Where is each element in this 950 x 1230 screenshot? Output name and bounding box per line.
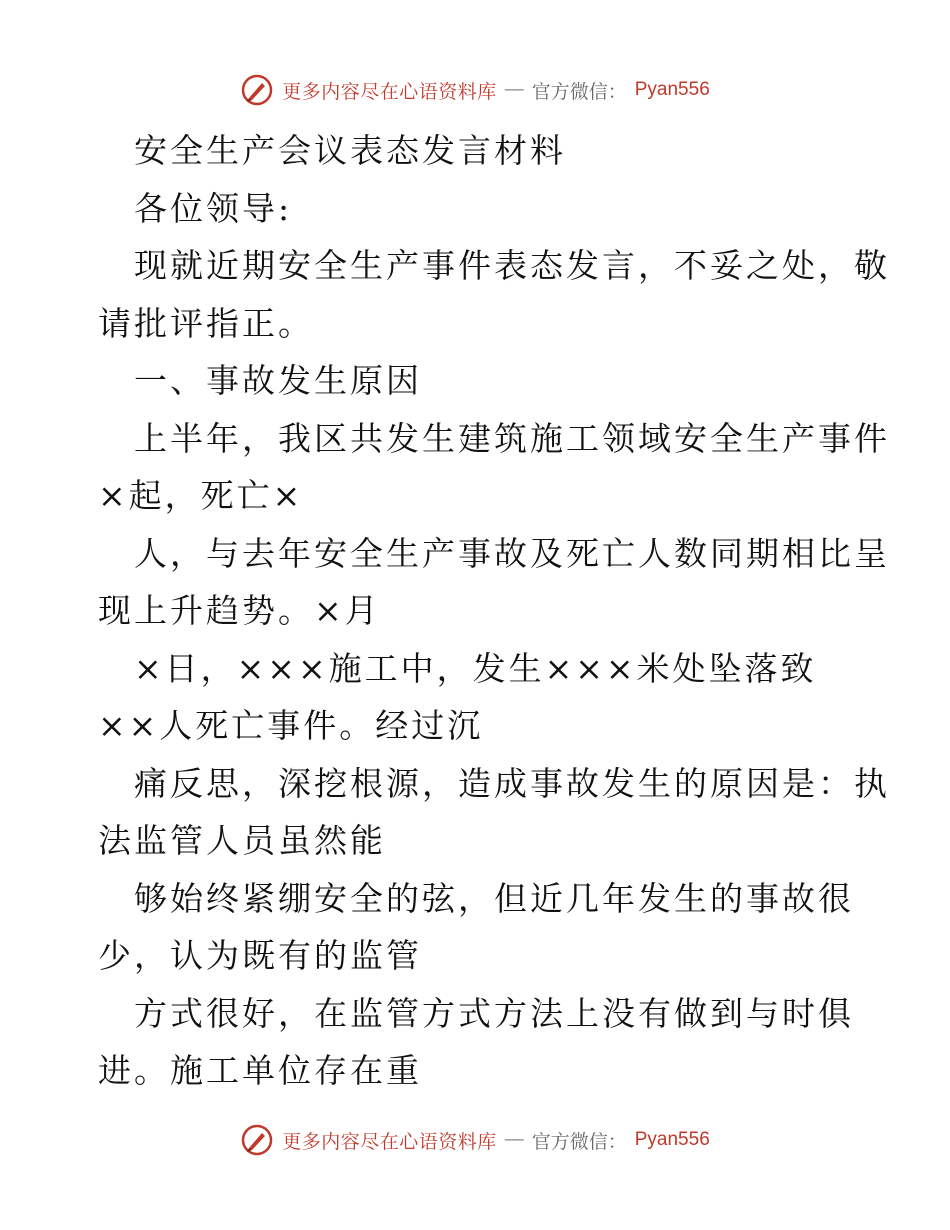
watermark-site-text: 更多内容尽在心语资料库 bbox=[282, 80, 497, 103]
watermark-dash: — bbox=[504, 79, 524, 100]
document-title: 安全生产会议表态发言材料 bbox=[134, 131, 566, 170]
watermark-official-label: 官方微信： bbox=[531, 80, 627, 103]
text-line: ××人死亡事件。经过沉 bbox=[98, 706, 484, 745]
text-line: 请批评指正。 bbox=[98, 303, 314, 343]
watermark-wechat-id: Pyan556 bbox=[634, 79, 710, 100]
document-body bbox=[98, 122, 890, 1100]
watermark-site-text: 更多内容尽在心语资料库 bbox=[282, 1130, 497, 1153]
salutation: 各位领导: bbox=[134, 188, 293, 228]
pen-logo-icon bbox=[240, 1123, 274, 1157]
text-line: 痛反思，深挖根源，造成事故发生的原因是：执 bbox=[134, 763, 890, 803]
pen-logo-icon bbox=[240, 73, 274, 107]
header-watermark bbox=[0, 70, 950, 110]
watermark-wechat-id: Pyan556 bbox=[634, 1129, 710, 1150]
text-line: 少，认为既有的监管 bbox=[98, 936, 422, 975]
section-heading: 一、事故发生原因 bbox=[134, 361, 422, 400]
watermark-official-label: 官方微信： bbox=[531, 1130, 627, 1153]
text-line: ×起，死亡× bbox=[98, 476, 304, 515]
text-line: 法监管人员虽然能 bbox=[98, 821, 386, 860]
watermark-dash: — bbox=[504, 1129, 524, 1150]
text-line: 进。施工单位存在重 bbox=[98, 1051, 422, 1090]
text-line: 现就近期安全生产事件表态发言，不妥之处，敬 bbox=[134, 246, 890, 285]
footer-watermark bbox=[0, 1120, 950, 1160]
text-line: 方式很好，在监管方式方法上没有做到与时俱 bbox=[134, 993, 854, 1033]
text-line: 够始终紧绷安全的弦，但近几年发生的事故很 bbox=[134, 878, 854, 918]
text-line: 上半年，我区共发生建筑施工领域安全生产事件 bbox=[134, 418, 890, 458]
text-line: 人，与去年安全生产事故及死亡人数同期相比呈 bbox=[134, 533, 890, 573]
text-line: 现上升趋势。×月 bbox=[98, 591, 381, 630]
text-line: ×日，×××施工中，发生×××米处坠落致 bbox=[134, 648, 817, 688]
